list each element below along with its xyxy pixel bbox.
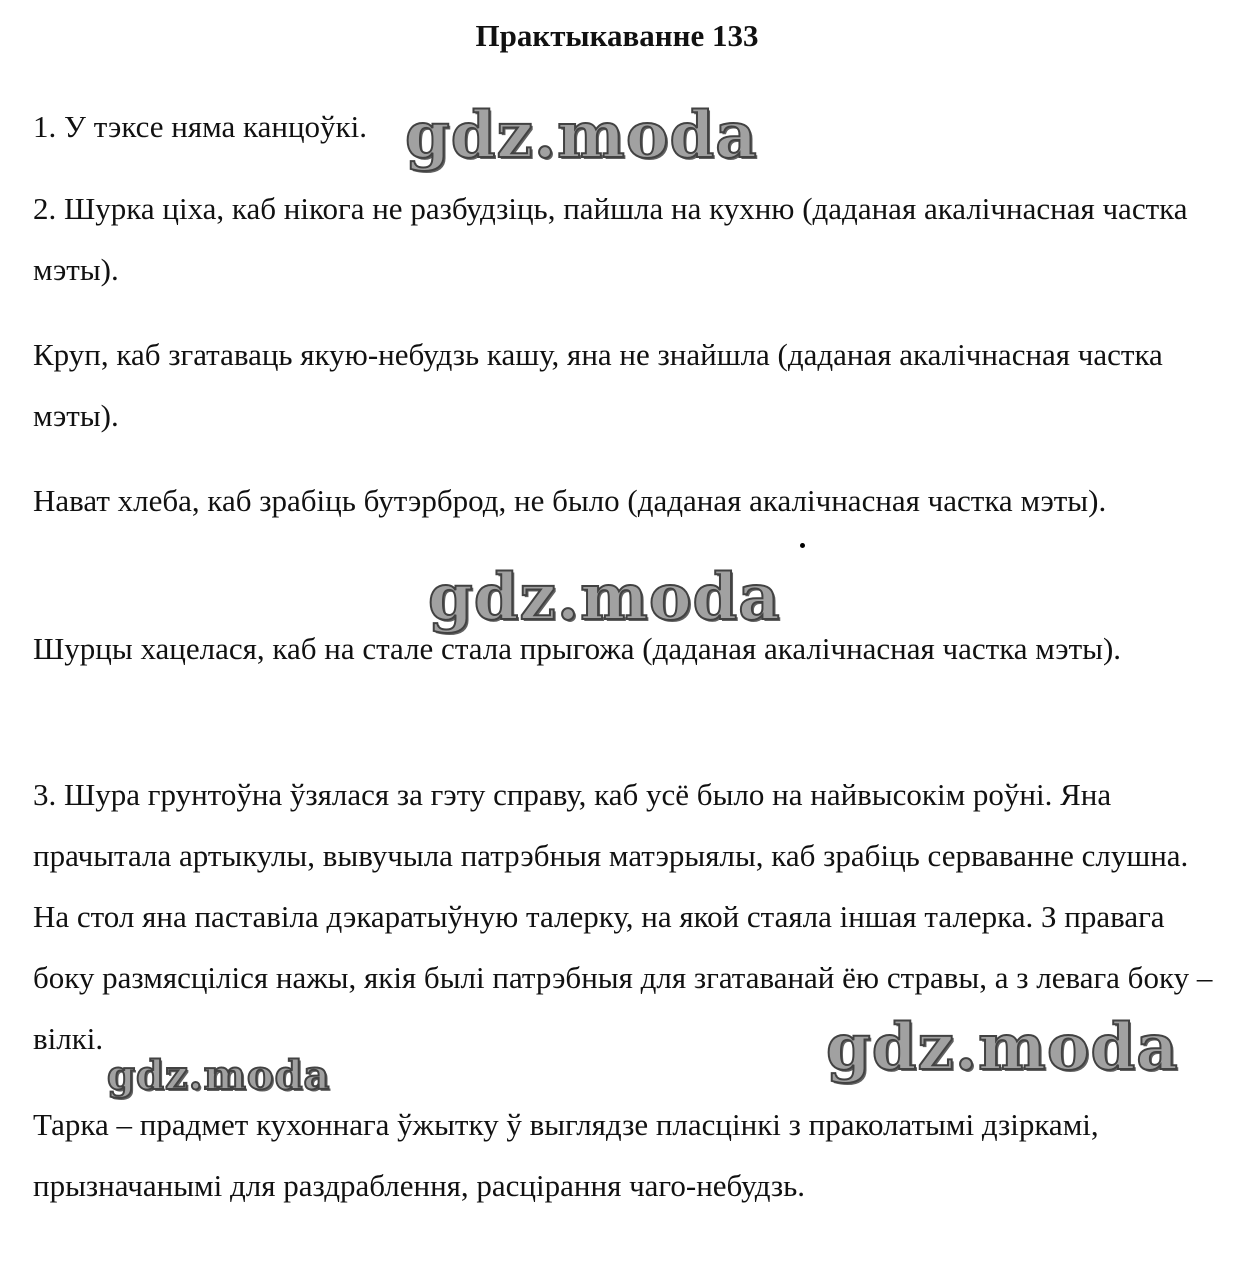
paragraph-2: 2. Шурка ціха, каб нікога не разбудзіць, пайшла на кухню (даданая акалічнасная частка мэты). xyxy=(33,191,1188,287)
watermark-logo: gdz.moda xyxy=(107,1052,331,1099)
paragraph-5: Шурцы хацелася, каб на стале стала прыгожа (даданая акалічнасная частка мэты). xyxy=(33,631,1122,666)
stray-dot xyxy=(800,543,805,548)
paragraph-7: Тарка – прадмет кухоннага ўжытку ў выглядзе пласцінкі з праколатымі дзіркамі, прызначанымі для раздраблення, расцірання чаго-небудзь. xyxy=(33,1107,1099,1203)
paragraph-3: Круп, каб згатаваць якую-небудзь кашу, яна не знайшла (даданая акалічнасная частка мэты). xyxy=(33,337,1163,433)
watermark-logo: gdz.moda xyxy=(826,1010,1179,1085)
paragraph-6: 3. Шура грунтоўна ўзялася за гэту справу, каб усё было на найвысокім роўні. Яна прачытала артыкулы, вывучыла патрэбныя матэрыялы, каб зрабіць серваванне слушна. На стол яна паставіла дэкаратыўную талерку, на якой стаяла іншая талерка. З правага боку размясціліся нажы, якія былі патрэбныя для згатаванай ёю стравы, а з левага боку – вілкі. xyxy=(33,777,1213,1056)
paragraph-1: 1. У тэксе няма канцоўкі. xyxy=(33,109,367,144)
watermark-logo: gdz.moda xyxy=(405,98,758,173)
page-title: Практыкаванне 133 xyxy=(475,18,759,53)
paragraph-4: Нават хлеба, каб зрабіць бутэрброд, не было (даданая акалічнасная частка мэты). xyxy=(33,483,1107,518)
watermark-logo: gdz.moda xyxy=(428,560,781,635)
